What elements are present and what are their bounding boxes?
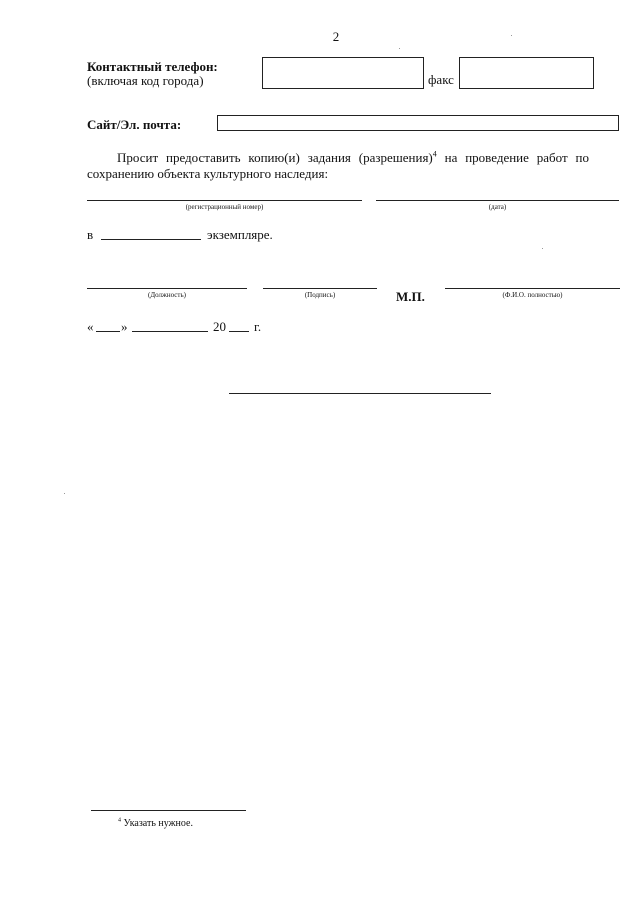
contact-phone-label: Контактный телефон: — [87, 59, 218, 74]
scan-speck — [399, 48, 400, 49]
year-suffix: г. — [254, 319, 262, 334]
copies-count-line[interactable] — [101, 239, 201, 240]
site-email-label: Сайт/Эл. почта: — [87, 117, 182, 132]
signature-caption: (Подпись) — [304, 291, 336, 299]
section-separator — [229, 393, 491, 394]
request-text-after: на проведение работ по сохранению объекта культурного наследия: — [87, 150, 589, 181]
position-line[interactable] — [87, 288, 247, 289]
position-caption: (Должность) — [148, 291, 186, 299]
copies-suffix: экземпляре. — [207, 227, 273, 242]
date-open-quote: « — [87, 319, 94, 334]
footnote-text: Указать нужное. — [121, 818, 193, 829]
month-line[interactable] — [132, 331, 208, 332]
footnote-number: 4 — [118, 817, 121, 824]
date-line[interactable] — [376, 200, 619, 201]
footnote-ref: 4 — [432, 149, 437, 159]
reg-number-caption: (регистрационный номер) — [185, 203, 264, 211]
fax-label: факс — [428, 72, 454, 87]
request-text-before: Просит предоставить копию(и) задания (разрешения) — [117, 150, 433, 165]
date-close-quote: » — [121, 319, 128, 334]
year-century: 20 — [213, 319, 226, 334]
phone-field[interactable] — [262, 57, 424, 89]
page-number: 2 — [332, 29, 340, 44]
contact-phone-sublabel: (включая код города) — [87, 73, 204, 88]
fax-field[interactable] — [459, 57, 594, 89]
scan-speck — [511, 35, 512, 36]
footnote-separator — [91, 810, 246, 811]
stamp-label: М.П. — [396, 289, 425, 304]
scan-speck — [64, 493, 65, 494]
signature-line[interactable] — [263, 288, 377, 289]
full-name-caption: (Ф.И.О. полностью) — [502, 291, 563, 299]
footnote — [118, 818, 193, 830]
request-paragraph — [87, 150, 589, 182]
copies-prefix: в — [87, 227, 94, 242]
day-line[interactable] — [96, 331, 120, 332]
year-line[interactable] — [229, 331, 249, 332]
scan-speck — [542, 248, 543, 249]
site-email-field[interactable] — [217, 115, 619, 131]
full-name-line[interactable] — [445, 288, 620, 289]
reg-number-line[interactable] — [87, 200, 362, 201]
date-caption: (дата) — [488, 203, 507, 211]
